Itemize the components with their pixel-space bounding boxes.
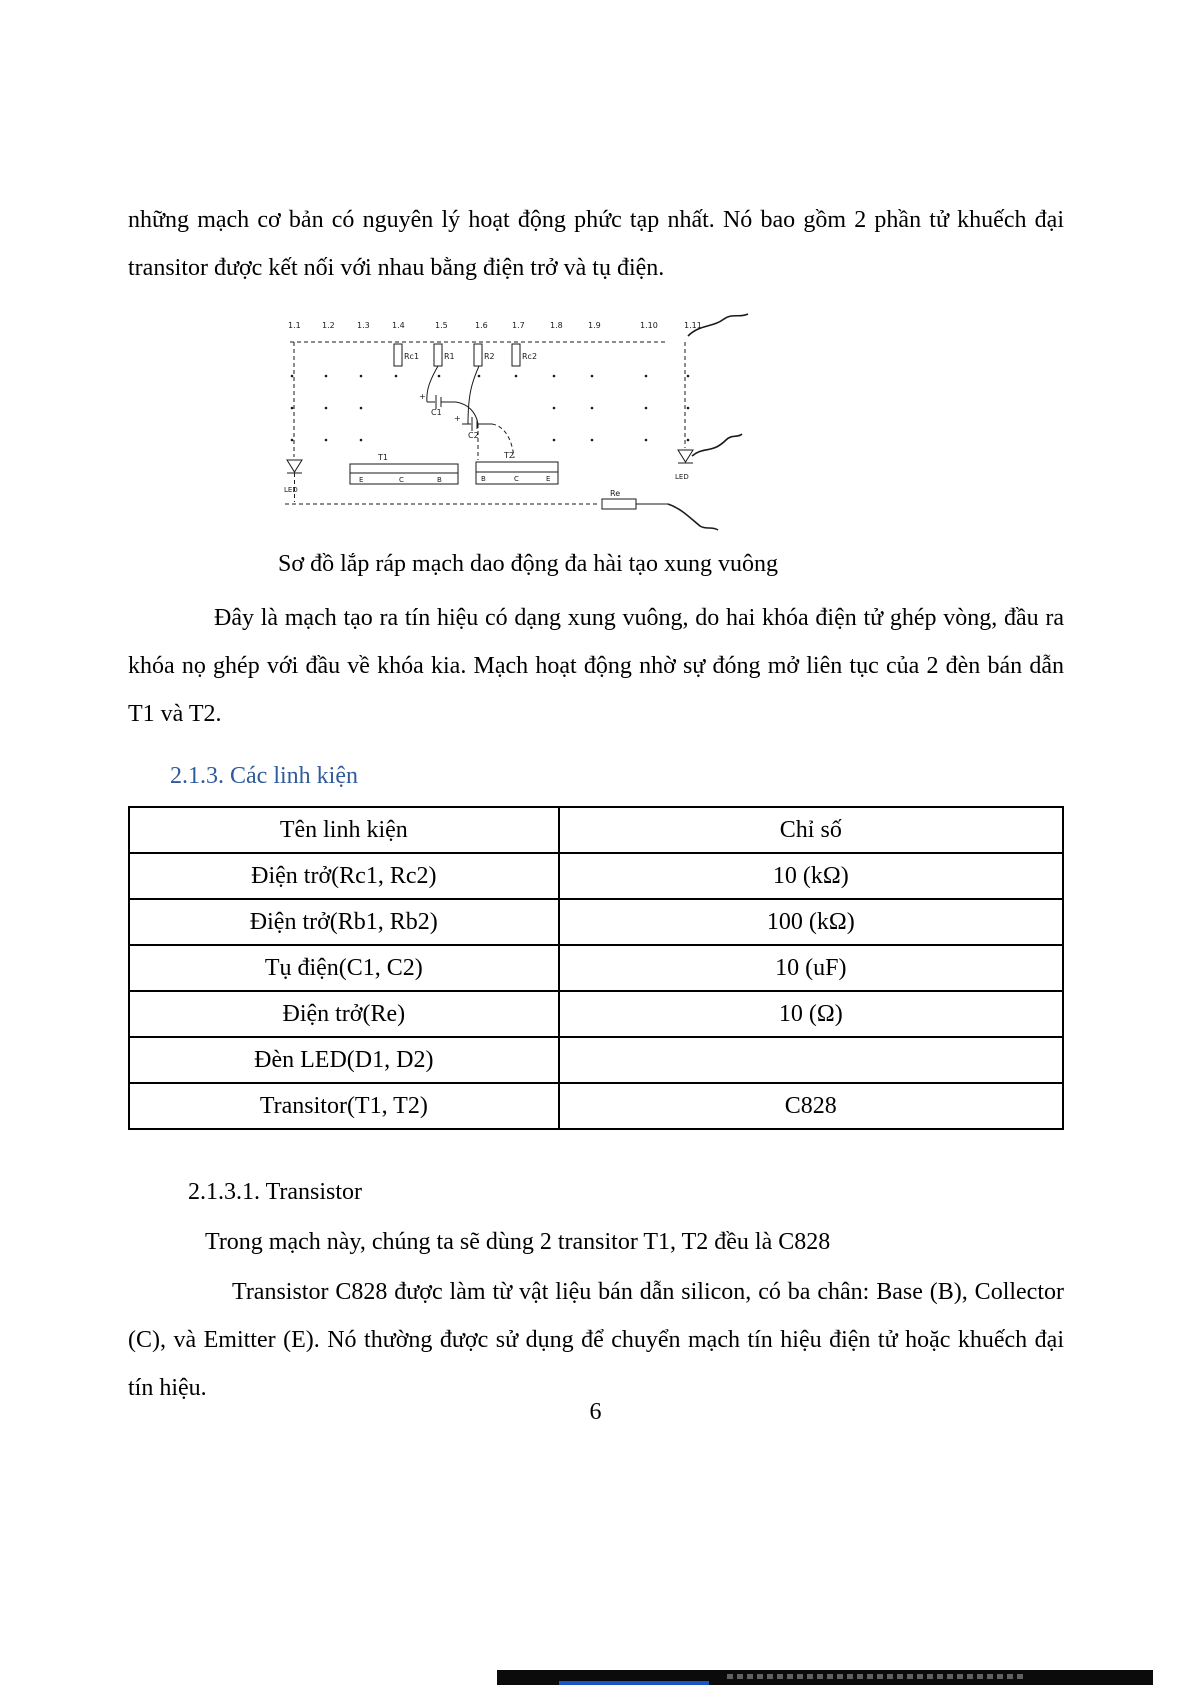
right-mid-wire xyxy=(692,434,742,456)
component-name-cell: Tụ điện(C1, C2) xyxy=(129,945,559,991)
table-header-row xyxy=(129,807,1063,853)
resistor-re xyxy=(285,489,718,530)
resistor-rc2 xyxy=(512,344,537,366)
page-number: 6 xyxy=(589,1399,602,1425)
table-row xyxy=(129,1037,1063,1083)
table-row xyxy=(129,899,1063,945)
led-right xyxy=(675,450,693,481)
page-content xyxy=(128,0,1064,1412)
banner-accent-bar xyxy=(559,1681,709,1685)
resistor-r2 xyxy=(474,344,495,366)
circuit-diagram-svg xyxy=(280,312,760,532)
svg-text:C: C xyxy=(399,476,404,484)
table-row xyxy=(129,945,1063,991)
svg-text:R2: R2 xyxy=(484,352,495,361)
component-value-cell: 10 (Ω) xyxy=(559,991,1063,1037)
svg-text:1.11: 1.11 xyxy=(684,321,702,330)
banner-text-fragment xyxy=(727,1674,1027,1679)
component-name-cell: Điện trở(Rc1, Rc2) xyxy=(129,853,559,899)
table-row xyxy=(129,853,1063,899)
header-component: Tên linh kiện xyxy=(129,807,559,853)
svg-text:Rc2: Rc2 xyxy=(522,352,538,361)
svg-text:E: E xyxy=(546,475,551,483)
svg-text:1.6: 1.6 xyxy=(475,321,488,330)
capacitor-c1 xyxy=(419,366,478,424)
svg-text:Re: Re xyxy=(610,489,621,498)
svg-text:1.1: 1.1 xyxy=(288,321,301,330)
svg-text:1.4: 1.4 xyxy=(392,321,405,330)
paragraph-usage: Trong mạch này, chúng ta sẽ dùng 2 transitor T1, T2 đều là C828 xyxy=(205,1229,831,1255)
svg-text:LED: LED xyxy=(284,486,298,494)
component-name-cell: Đèn LED(D1, D2) xyxy=(129,1037,559,1083)
component-name-cell: Điện trở(Re) xyxy=(129,991,559,1037)
component-name-cell: Điện trở(Rb1, Rb2) xyxy=(129,899,559,945)
svg-text:B: B xyxy=(481,475,486,483)
component-value-cell: 100 (kΩ) xyxy=(559,899,1063,945)
section-heading-components: 2.1.3. Các linh kiện xyxy=(170,763,358,789)
resistor-r1 xyxy=(434,344,455,366)
component-name-cell: Transitor(T1, T2) xyxy=(129,1083,559,1129)
figure-caption: Sơ đồ lắp ráp mạch dao động đa hài tạo xung vuông xyxy=(278,551,778,577)
subsection-heading-transistor: 2.1.3.1. Transistor xyxy=(188,1179,363,1205)
table-row xyxy=(129,991,1063,1037)
svg-text:1.5: 1.5 xyxy=(435,321,448,330)
svg-text:C1: C1 xyxy=(431,408,442,417)
svg-text:1.2: 1.2 xyxy=(322,321,335,330)
header-value: Chỉ số xyxy=(559,807,1063,853)
svg-text:T1: T1 xyxy=(378,453,388,462)
resistor-rc1 xyxy=(394,344,419,366)
components-table xyxy=(128,806,1064,1130)
transistor-t1 xyxy=(350,453,458,484)
paragraph-c828: Transistor C828 được làm từ vật liệu bán dẫn silicon, có ba chân: Base (B), Collector (C), và Emitter (E). Nó thường được sử dụng để chuyển mạch tín hiệu điện tử hoặc khuếch đại tín hiệu. xyxy=(128,1279,1064,1401)
circuit-diagram xyxy=(280,312,760,532)
breadboard-dots xyxy=(291,375,690,442)
table-row xyxy=(129,1083,1063,1129)
paragraph-intro: những mạch cơ bản có nguyên lý hoạt động phức tạp nhất. Nó bao gồm 2 phần tử khuếch đại transitor được kết nối với nhau bằng điện trở và tụ điện. xyxy=(128,207,1064,281)
breadboard-column-labels xyxy=(288,321,702,330)
svg-text:+: + xyxy=(419,392,426,401)
svg-text:1.8: 1.8 xyxy=(550,321,563,330)
svg-text:E: E xyxy=(359,476,364,484)
component-value-cell: 10 (kΩ) xyxy=(559,853,1063,899)
capacitor-c2 xyxy=(454,366,514,458)
svg-text:T2: T2 xyxy=(504,451,514,460)
paragraph-description: Đây là mạch tạo ra tín hiệu có dạng xung vuông, do hai khóa điện tử ghép vòng, đầu ra khóa nọ ghép với đầu về khóa kia. Mạch hoạt động nhờ sự đóng mở liên tục của 2 đèn bán dẫn T1 và T2. xyxy=(128,605,1064,727)
svg-text:Rc1: Rc1 xyxy=(404,352,420,361)
component-value-cell: 10 (uF) xyxy=(559,945,1063,991)
svg-text:B: B xyxy=(437,476,442,484)
svg-text:C: C xyxy=(514,475,519,483)
component-value-cell xyxy=(559,1037,1063,1083)
svg-text:C2: C2 xyxy=(468,431,479,440)
led-left xyxy=(284,460,302,502)
transistor-t2 xyxy=(476,451,558,484)
svg-text:LED: LED xyxy=(675,473,689,481)
svg-text:R1: R1 xyxy=(444,352,455,361)
svg-text:1.3: 1.3 xyxy=(357,321,370,330)
component-value-cell: C828 xyxy=(559,1083,1063,1129)
svg-text:1.9: 1.9 xyxy=(588,321,601,330)
bottom-banner xyxy=(497,1670,1153,1685)
svg-text:1.10: 1.10 xyxy=(640,321,658,330)
svg-text:+: + xyxy=(454,414,461,423)
svg-text:1.7: 1.7 xyxy=(512,321,525,330)
